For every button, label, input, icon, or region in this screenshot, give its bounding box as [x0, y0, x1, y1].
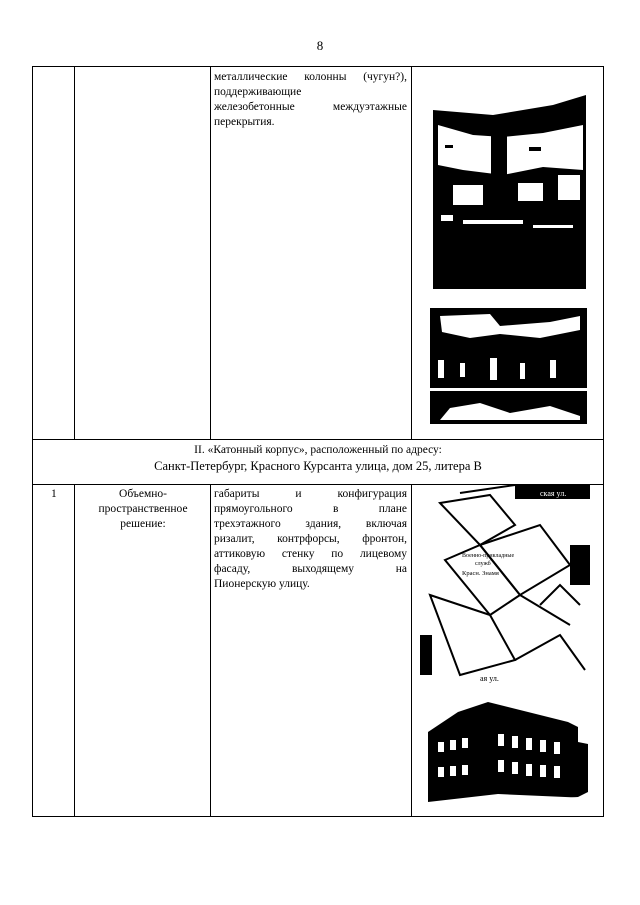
text-line: Пионерскую улицу. — [214, 578, 310, 590]
text-line: аттиковую стенку по лицевому — [214, 548, 407, 560]
building-facade-photo — [428, 702, 588, 816]
interior-photo-hall — [430, 308, 587, 424]
interior-photo-columns — [433, 75, 586, 289]
text-line: трехэтажного здания, включая — [214, 518, 407, 530]
feature-description — [214, 487, 407, 592]
page-number: 8 — [316, 38, 324, 53]
column-separator — [74, 66, 75, 440]
feature-name — [78, 487, 208, 532]
text-line: пространственное — [98, 503, 188, 515]
map-street-label-bottom: ая ул. — [480, 674, 499, 683]
site-plan-map — [420, 485, 590, 685]
table-border-bottom — [32, 816, 604, 817]
map-label-factory: Красн. Знамя — [462, 570, 499, 577]
interior-photo-hall-image — [430, 308, 587, 424]
section-title: II. «Катонный корпус», расположенный по адресу: — [194, 444, 442, 456]
column-separator — [74, 484, 75, 817]
text-line: габариты и конфигурация — [214, 488, 407, 500]
text-line: поддерживающие — [214, 86, 302, 98]
heritage-table — [32, 66, 604, 817]
text-line: решение: — [120, 518, 166, 530]
text-line: ризалит, контрфорсы, фронтон, — [214, 533, 407, 545]
row-number: 1 — [51, 488, 57, 500]
table-border-left — [32, 66, 33, 817]
top-row-description — [214, 70, 407, 130]
column-separator — [411, 66, 412, 440]
table-border-top — [32, 66, 604, 67]
text-line: Объемно- — [119, 488, 167, 500]
row-separator — [32, 439, 604, 440]
site-plan-map-image — [420, 485, 590, 685]
map-street-label-top: ская ул. — [540, 489, 567, 498]
column-separator — [411, 484, 412, 817]
map-label-building: Военно-прикладные — [462, 553, 515, 559]
text-line: фасаду, выходящему на — [214, 563, 407, 575]
text-line: прямоугольного в плане — [214, 503, 407, 515]
column-separator — [210, 484, 211, 817]
map-label-service: служб — [475, 561, 491, 567]
section-address: Санкт-Петербург, Красного Курсанта улица, дом 25, литера В — [154, 459, 482, 473]
text-line: железобетонные междуэтажные — [214, 101, 407, 113]
column-separator — [210, 66, 211, 440]
text-line: металлические колонны (чугун?), — [214, 71, 407, 83]
section-header — [36, 442, 600, 474]
interior-photo-columns-image — [433, 75, 586, 289]
table-border-right — [603, 66, 604, 817]
building-facade-photo-image — [428, 702, 588, 816]
text-line: перекрытия. — [214, 116, 275, 128]
